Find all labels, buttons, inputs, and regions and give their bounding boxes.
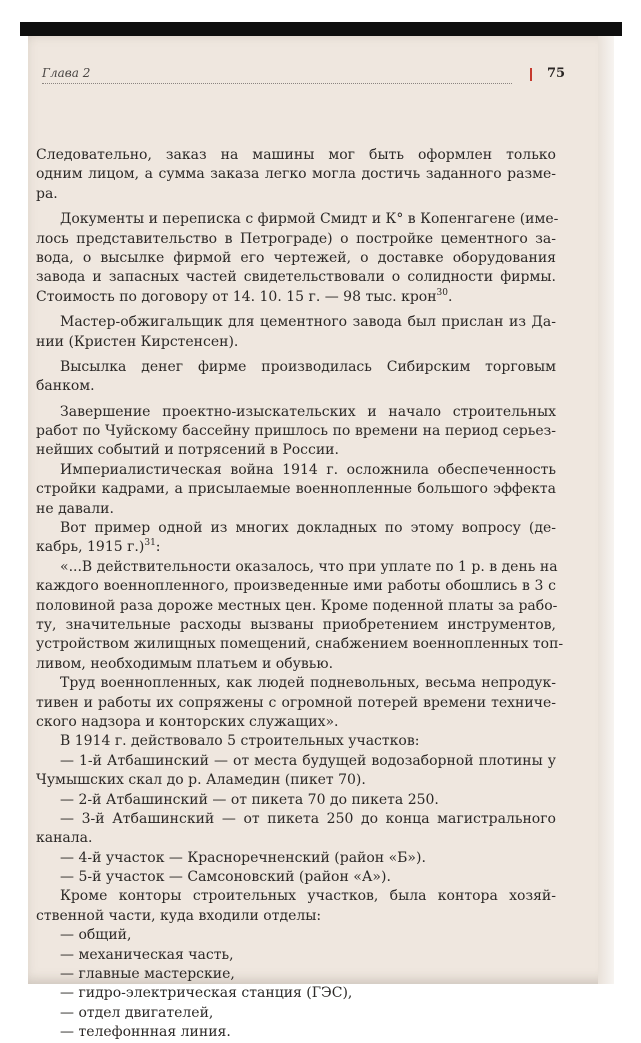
text-line [36, 694, 556, 713]
text-line [36, 674, 556, 693]
line-text: — 5-й участок — Самсоновский (район «А»). [60, 869, 391, 886]
body-text [36, 146, 564, 1043]
line-text: лось представительство в Петрограде) о постройке цементного за- [36, 230, 556, 247]
text-line [36, 461, 556, 480]
text-line [36, 249, 556, 268]
line-text: завода и запасных частей свидетельствовали о солидности фирмы. [36, 269, 556, 286]
text-line [36, 868, 556, 887]
text-line [36, 791, 556, 810]
page-number: 75 [547, 66, 566, 81]
page-edge-shadow [598, 36, 614, 984]
line-text: вода, о высылке фирмой его чертежей, о доставке оборудования [36, 249, 556, 266]
line-text: — главные мастерские, [60, 966, 235, 983]
text-line [36, 771, 556, 790]
text-line [36, 268, 556, 287]
scan-top-border [20, 22, 622, 36]
text-line [36, 441, 556, 460]
line-text: Труд военнопленных, как людей подневольных, весьма непродук- [60, 675, 556, 692]
line-text: ра. [36, 185, 58, 202]
text-line [36, 907, 556, 926]
line-text: нейших событий и потрясений в России. [36, 442, 339, 459]
line-text: Высылка денег фирме производилась Сибирским торговым [60, 358, 556, 375]
text-line [36, 1004, 556, 1023]
text-line [36, 1023, 556, 1042]
line-text: Мастер-обжигальщик для цементного завода был прислан из Да- [60, 314, 556, 331]
line-text: банком. [36, 378, 95, 395]
text-line [36, 500, 556, 519]
line-text: В 1914 г. действовало 5 строительных участков: [60, 733, 420, 750]
line-tail: : [155, 539, 161, 556]
text-line [36, 185, 556, 204]
line-text: каждого военнопленного, произведенные ими работы обошлись в 3 с [36, 578, 556, 595]
line-text: — 3-й Атбашинский — от пикета 250 до конца магистрального [60, 810, 556, 827]
line-text: половиной раза дороже местных цен. Кроме поденной платы за рабо- [36, 597, 558, 614]
text-line [36, 829, 556, 848]
line-text: — отдел двигателей, [60, 1004, 214, 1021]
text-line [36, 946, 556, 965]
line-text: — гидро-электрическая станция (ГЭС), [60, 985, 353, 1002]
text-line [36, 358, 556, 377]
text-line [36, 635, 564, 654]
line-text: Документы и переписка с фирмой Смидт и К° в Копенгагене (име- [60, 211, 559, 228]
text-line [36, 984, 556, 1003]
text-line [36, 577, 556, 596]
line-text: устройством жилищных помещений, снабжением военнопленных топ- [36, 636, 564, 653]
header-rule [42, 83, 512, 84]
line-text: Империалистическая война 1914 г. осложнила обеспеченность [60, 461, 556, 478]
text-line [36, 558, 556, 577]
line-tail: . [448, 288, 453, 305]
text-line [36, 288, 556, 307]
text-line [36, 422, 556, 441]
text-line [36, 538, 556, 557]
line-text: — 4-й участок — Красноречненский (район «Б»). [60, 849, 426, 866]
text-line [36, 752, 556, 771]
text-line [36, 597, 556, 616]
text-line [36, 655, 556, 674]
line-text: работ по Чуйскому бассейну пришлось по времени на период серьез- [36, 423, 556, 440]
line-text: не давали. [36, 500, 114, 517]
line-text: ственной части, куда входили отделы: [36, 907, 322, 924]
chapter-label: Глава 2 [42, 66, 91, 80]
text-line [36, 377, 556, 396]
line-text: Следовательно, заказ на машины мог быть оформлен только [36, 147, 556, 163]
text-line [36, 519, 556, 538]
line-text: Кроме конторы строительных участков, была контора хозяй- [60, 888, 556, 905]
line-text: «...В действительности оказалось, что при уплате по 1 р. в день на [60, 558, 558, 575]
line-text: Стоимость по договору от 14. 10. 15 г. — 98 тыс. крон [36, 288, 437, 305]
footnote-ref: 30 [436, 287, 448, 298]
text-line [36, 887, 556, 906]
line-text: — общий, [60, 927, 132, 944]
text-line [36, 146, 556, 165]
line-text: ского надзора и конторских служащих». [36, 713, 339, 730]
line-text: ту, значительные расходы вызваны приобретением инструментов, [36, 616, 556, 633]
text-line [36, 313, 556, 332]
line-text: тивен и работы их сопряжены с огромной потерей времени техниче- [36, 694, 556, 711]
text-line [36, 210, 559, 229]
running-header [42, 66, 566, 84]
line-text: — 2-й Атбашинский — от пикета 70 до пикета 250. [60, 791, 439, 808]
text-line [36, 333, 556, 352]
text-line [36, 926, 556, 945]
line-text: одним лицом, а сумма заказа легко могла достичь заданного разме- [36, 166, 556, 183]
text-line [36, 810, 556, 829]
text-line [36, 713, 556, 732]
text-line [36, 230, 556, 249]
text-line [36, 480, 556, 499]
line-text: — телефоннная линия. [60, 1024, 231, 1041]
line-text: Завершение проектно-изыскательских и начало строительных [60, 403, 556, 420]
line-text: кабрь, 1915 г.) [36, 539, 145, 556]
line-text: ливом, необходимым платьем и обувью. [36, 655, 334, 672]
text-line [36, 165, 556, 184]
text-line [36, 965, 556, 984]
line-text: — механическая часть, [60, 946, 234, 963]
line-text: стройки кадрами, а присылаемые военнопленные большого эффекта [36, 481, 556, 498]
line-text: — 1-й Атбашинский — от места будущей водозаборной плотины у [60, 752, 556, 769]
text-line [36, 849, 556, 868]
header-mark [530, 68, 532, 81]
text-line [36, 403, 556, 422]
line-text: нии (Кристен Кирстенсен). [36, 333, 239, 350]
line-text: канала. [36, 830, 93, 847]
text-line [36, 616, 556, 635]
line-text: Чумышских скал до р. Аламедин (пикет 70). [36, 772, 366, 789]
footnote-ref: 31 [144, 538, 156, 549]
line-text: Вот пример одной из многих докладных по этому вопросу (де- [60, 520, 556, 537]
text-line [36, 732, 556, 751]
